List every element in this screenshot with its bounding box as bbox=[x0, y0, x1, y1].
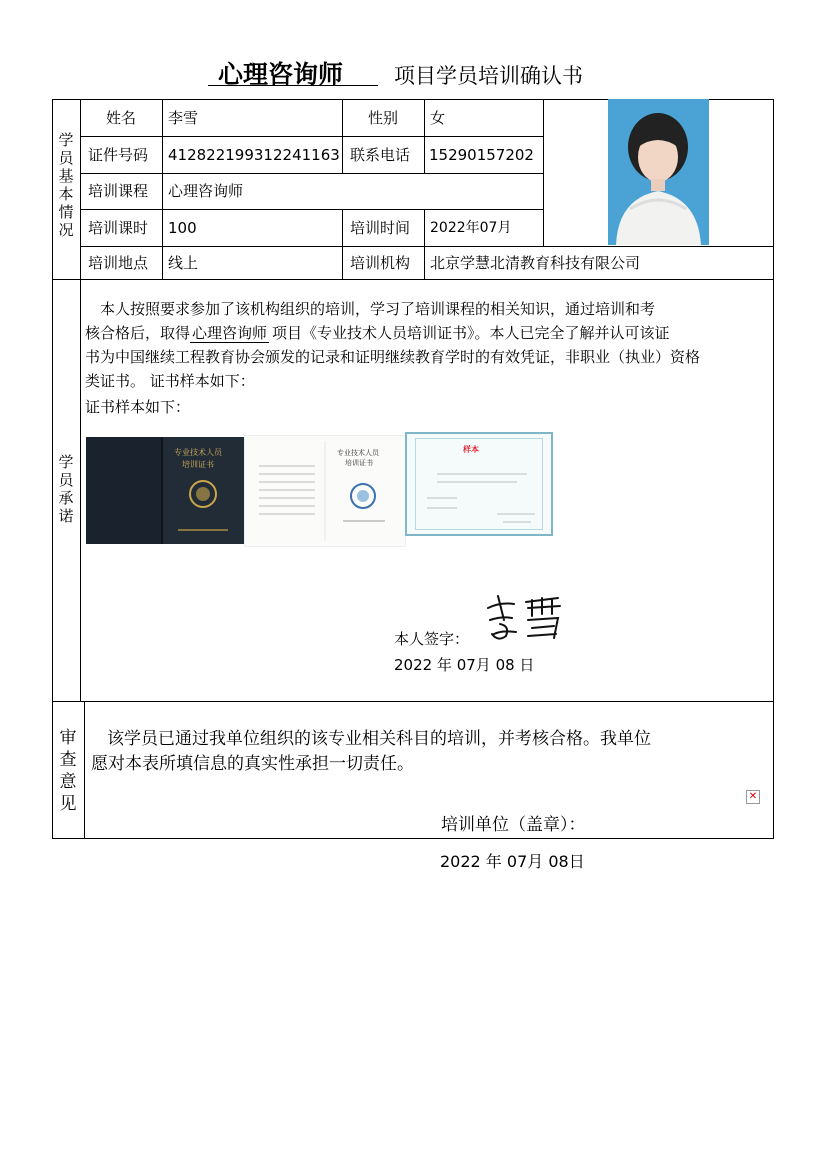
row-divider bbox=[80, 246, 774, 247]
commitment-date: 2022 年 07月 08 日 bbox=[394, 656, 535, 674]
row-divider bbox=[80, 209, 543, 210]
location-label: 培训地点 bbox=[88, 254, 149, 272]
col-divider bbox=[543, 99, 544, 247]
course-label: 培训课程 bbox=[88, 182, 149, 200]
commitment-line-2 bbox=[85, 321, 670, 345]
cover-title-line-1: 专业技术人员 bbox=[174, 448, 222, 457]
course-title: 心理咨询师 bbox=[218, 60, 344, 89]
commitment-line-5: 证书样本如下： bbox=[85, 398, 191, 416]
course-value: 心理咨询师 bbox=[168, 182, 244, 200]
commitment-line-2-suffix: 项目《专业技术人员培训证书》。本人已完全了解并认可该证 bbox=[272, 324, 670, 342]
col-divider bbox=[342, 99, 343, 173]
phone-value: 15290157202 bbox=[429, 146, 534, 164]
label-column-divider bbox=[80, 99, 81, 702]
signature-label: 本人签字： bbox=[394, 630, 470, 648]
table-border-bottom bbox=[52, 838, 774, 839]
table-border-left bbox=[52, 99, 53, 839]
section-divider bbox=[52, 279, 774, 280]
label-column-divider bbox=[84, 701, 85, 839]
hours-label: 培训课时 bbox=[88, 219, 149, 237]
time-label: 培训时间 bbox=[350, 219, 411, 237]
id-value: 412822199312241163 bbox=[168, 146, 340, 164]
student-photo bbox=[608, 99, 709, 245]
name-value: 李雪 bbox=[168, 109, 199, 127]
commitment-line-3: 书为中国继续工程教育协会颁发的记录和证明继续教育学时的有效凭证，非职业（执业）资格 bbox=[85, 348, 701, 366]
col-divider bbox=[162, 99, 163, 280]
broken-image-icon: ✕ bbox=[746, 790, 760, 804]
commitment-line-4: 类证书。 证书样本如下： bbox=[85, 372, 255, 390]
time-value: 2022年07月 bbox=[430, 220, 512, 236]
col-divider bbox=[424, 99, 425, 173]
name-label: 姓名 bbox=[106, 109, 137, 127]
document-title: 项目学员培训确认书 bbox=[394, 64, 583, 88]
title-underline bbox=[208, 85, 378, 86]
gender-label: 性别 bbox=[368, 109, 399, 127]
row-divider bbox=[80, 173, 543, 174]
section-label-basic-info: 学员基本情况 bbox=[58, 131, 74, 239]
section-label-review: 审查意见 bbox=[59, 728, 77, 814]
commitment-line-2-prefix: 核合格后，取得 bbox=[85, 324, 191, 342]
id-label: 证件号码 bbox=[88, 146, 149, 164]
table-border-right bbox=[773, 99, 774, 839]
review-line-1: 该学员已通过我单位组织的该专业相关科目的培训，并考核合格。我单位 bbox=[107, 729, 651, 749]
inner-title-line-2: 培训证书 bbox=[345, 459, 373, 467]
review-line-2: 愿对本表所填信息的真实性承担一切责任。 bbox=[91, 754, 414, 774]
review-date: 2022 年 07月 08日 bbox=[440, 852, 585, 871]
row-divider bbox=[80, 136, 543, 137]
inner-title-line-1: 专业技术人员 bbox=[337, 449, 379, 457]
training-unit-seal-label: 培训单位（盖章）： bbox=[441, 815, 586, 835]
certificate-inner-image bbox=[244, 435, 406, 547]
col-divider bbox=[342, 209, 343, 280]
org-label: 培训机构 bbox=[350, 254, 411, 272]
handwritten-signature bbox=[480, 590, 570, 650]
col-divider bbox=[424, 209, 425, 280]
commitment-course-name: 心理咨询师 bbox=[192, 324, 268, 342]
gender-value: 女 bbox=[430, 109, 446, 127]
phone-label: 联系电话 bbox=[350, 146, 411, 164]
location-value: 线上 bbox=[168, 254, 199, 272]
certificate-sample-image bbox=[405, 432, 553, 536]
cover-title-line-2: 培训证书 bbox=[182, 460, 214, 469]
section-divider bbox=[52, 701, 774, 702]
section-label-commitment: 学员承诺 bbox=[58, 453, 74, 525]
sample-badge: 样本 bbox=[463, 445, 479, 454]
hours-value: 100 bbox=[168, 219, 197, 237]
certificate-cover-image bbox=[86, 437, 244, 544]
org-value: 北京学慧北清教育科技有限公司 bbox=[430, 254, 641, 272]
commitment-line-1: 本人按照要求参加了该机构组织的培训，学习了培训课程的相关知识，通过培训和考 bbox=[100, 300, 656, 318]
